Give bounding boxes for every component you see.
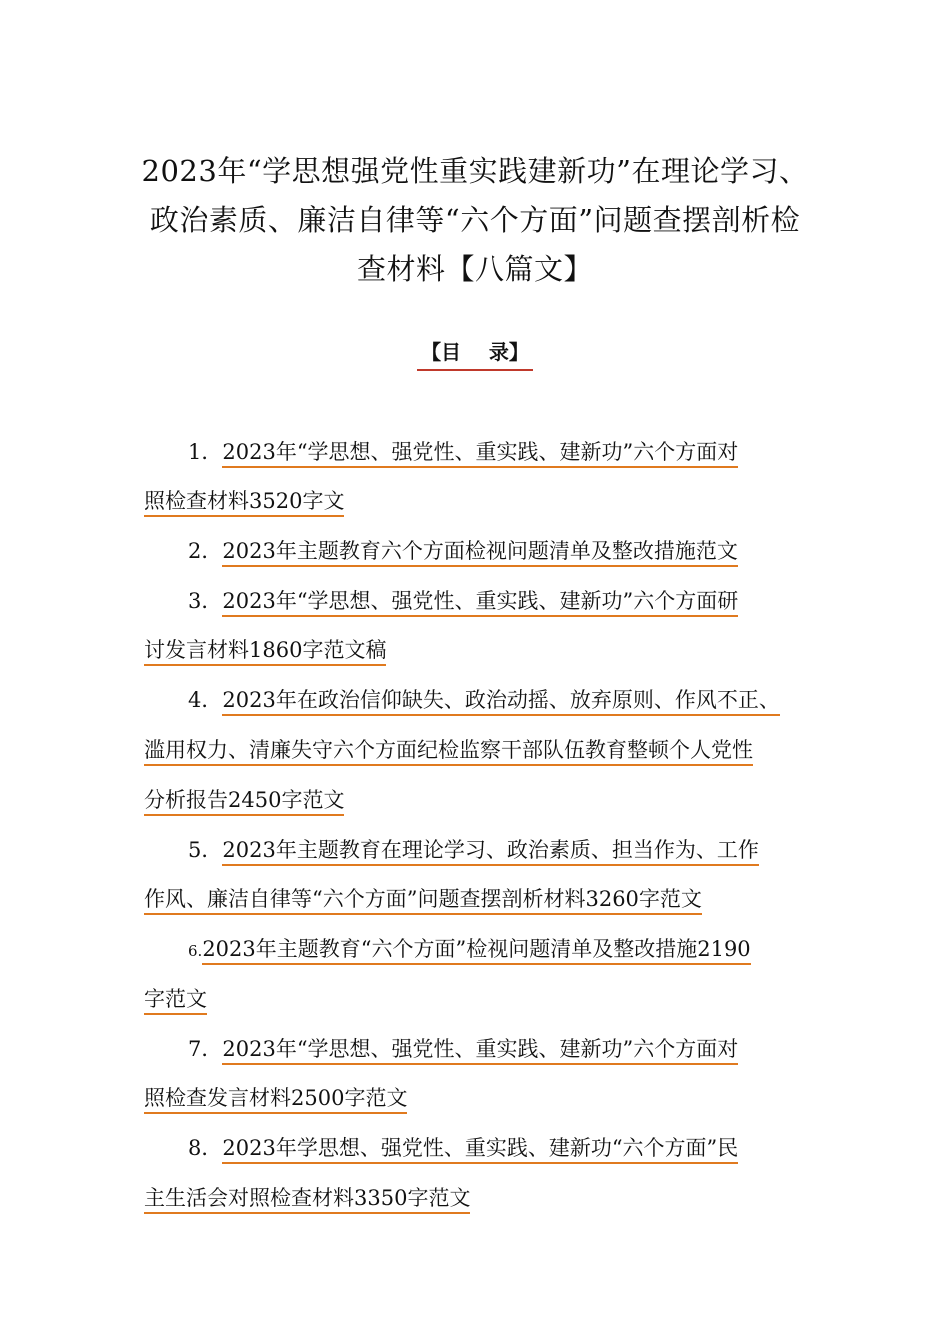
- toc-item-3-line-1[interactable]: [188, 587, 738, 615]
- toc-item-3-text-1[interactable]: 2023年“学思想、强党性、重实践、建新功”六个方面研: [222, 589, 738, 617]
- toc-item-8-line-1[interactable]: [188, 1134, 738, 1162]
- toc-item-6-line-2[interactable]: [144, 985, 207, 1013]
- toc-item-5-number: 5．: [188, 838, 223, 862]
- toc-item-1-line-1[interactable]: [188, 438, 738, 466]
- toc-item-6-number: 6.: [188, 942, 203, 960]
- toc-item-6-text-1[interactable]: 2023年主题教育“六个方面”检视问题清单及整改措施2190: [202, 937, 750, 965]
- toc-heading-text: 【目 录】: [417, 336, 533, 371]
- document-title: [140, 147, 810, 294]
- toc-item-7-number: 7．: [188, 1037, 223, 1061]
- toc-item-1-line-2[interactable]: [144, 487, 344, 515]
- toc-item-7-line-1[interactable]: [188, 1035, 738, 1063]
- toc-item-3-text-2[interactable]: 讨发言材料1860字范文稿: [144, 638, 386, 666]
- toc-item-1-number: 1．: [188, 440, 223, 464]
- toc-item-8-number: 8．: [188, 1136, 223, 1160]
- toc-item-4-line-3[interactable]: [144, 786, 344, 814]
- toc-item-6-line-1[interactable]: [188, 935, 751, 965]
- toc-item-7-text-1[interactable]: 2023年“学思想、强党性、重实践、建新功”六个方面对: [222, 1037, 738, 1065]
- toc-item-5-text-2[interactable]: 作风、廉洁自律等“六个方面”问题查摆剖析材料3260字范文: [144, 887, 702, 915]
- toc-item-1-text-1[interactable]: 2023年“学思想、强党性、重实践、建新功”六个方面对: [222, 440, 738, 468]
- toc-item-2-line-1[interactable]: [188, 537, 738, 565]
- toc-item-2-text-1[interactable]: 2023年主题教育六个方面检视问题清单及整改措施范文: [222, 539, 737, 567]
- toc-item-4-line-2[interactable]: [144, 736, 753, 764]
- toc-item-5-line-1[interactable]: [188, 836, 759, 864]
- toc-item-3-number: 3．: [188, 589, 223, 613]
- toc-item-1-text-2[interactable]: 照检查材料3520字文: [144, 489, 344, 517]
- toc-item-6-text-2[interactable]: 字范文: [144, 987, 207, 1015]
- toc-heading: [0, 336, 950, 371]
- toc-item-5-text-1[interactable]: 2023年主题教育在理论学习、政治素质、担当作为、工作: [222, 838, 758, 866]
- toc-item-4-text-2[interactable]: 滥用权力、清廉失守六个方面纪检监察干部队伍教育整顿个人党性: [144, 738, 753, 766]
- toc-item-7-text-2[interactable]: 照检查发言材料2500字范文: [144, 1086, 407, 1114]
- toc-item-5-line-2[interactable]: [144, 885, 702, 913]
- toc-item-8-text-2[interactable]: 主生活会对照检查材料3350字范文: [144, 1186, 470, 1214]
- title-line-2: 政治素质、廉洁自律等“六个方面”问题查摆剖析检: [149, 203, 801, 238]
- toc-item-4-text-3[interactable]: 分析报告2450字范文: [144, 788, 344, 816]
- title-line-3: 查材料【八篇文】: [356, 252, 593, 287]
- toc-item-4-line-1[interactable]: [188, 686, 780, 714]
- toc-item-7-line-2[interactable]: [144, 1084, 407, 1112]
- toc-item-3-line-2[interactable]: [144, 636, 386, 664]
- toc-item-2-number: 2．: [188, 539, 223, 563]
- toc-item-4-number: 4．: [188, 688, 223, 712]
- toc-item-8-line-2[interactable]: [144, 1184, 470, 1212]
- toc-item-4-text-1[interactable]: 2023年在政治信仰缺失、政治动摇、放弃原则、作风不正、: [222, 688, 779, 716]
- title-line-1: 2023年“学思想强党性重实践建新功”在理论学习、: [141, 154, 809, 189]
- toc-item-8-text-1[interactable]: 2023年学思想、强党性、重实践、建新功“六个方面”民: [222, 1136, 738, 1164]
